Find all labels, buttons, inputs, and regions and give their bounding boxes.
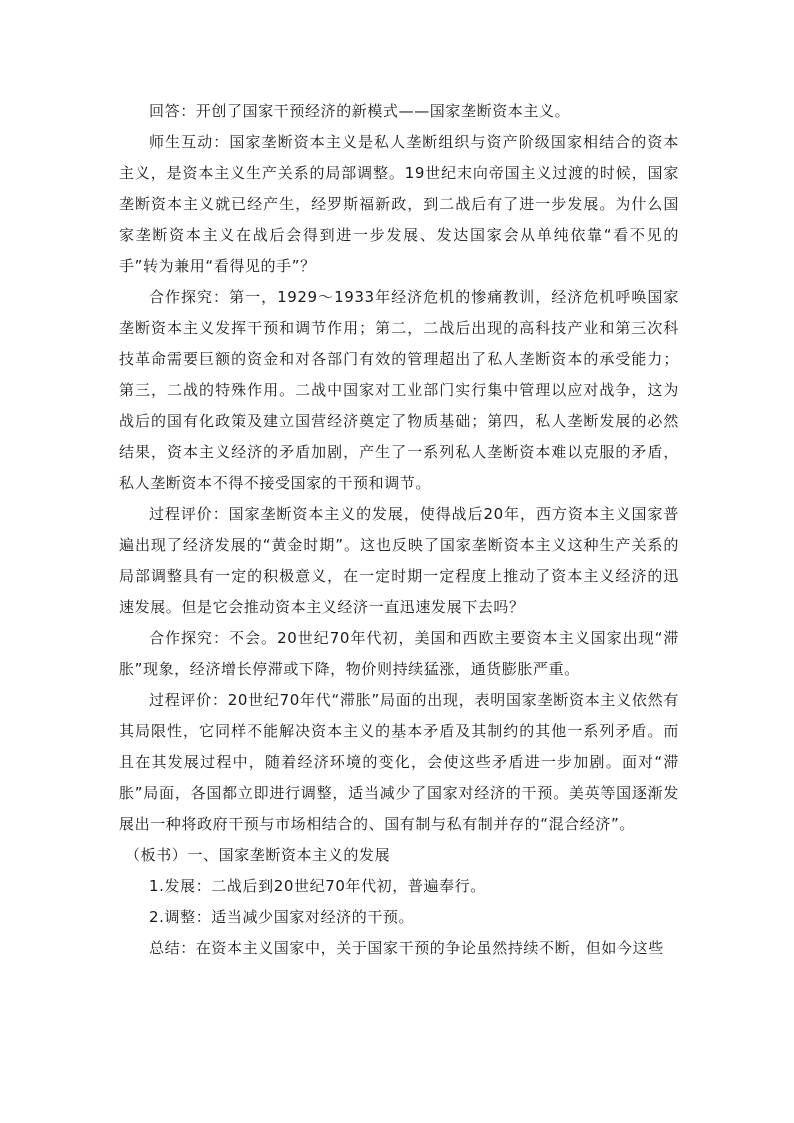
teacher-student-interaction-paragraph: 师生互动：国家垄断资本主义是私人垄断组织与资产阶级国家相结合的资本主义，是资本主义生产关系的局部调整。19世纪末向帝国主义过渡的时候，国家垄断资本主义就已经产生，经罗斯福新政，到二战后有了进一步发展。为什么国家垄断资本主义在战后会得到进一步发展、发达国家会从单纯依靠“看不见的手”转为兼用“看得见的手”？ <box>119 133 679 275</box>
blackboard-heading: （板书）一、国家垄断资本主义的发展 <box>125 846 391 864</box>
document-body <box>119 96 679 964</box>
summary-paragraph: 总结：在资本主义国家中，关于国家干预的争论虽然持续不断，但如今这些 <box>149 939 664 957</box>
cooperative-inquiry-paragraph: 合作探究：不会。20世纪70年代初，美国和西欧主要资本主义国家出现“滞胀”现象，经济增长停滞或下降，物价则持续猛涨，通货膨胀严重。 <box>119 629 679 678</box>
blackboard-item: 2.调整：适当减少国家对经济的干预。 <box>149 908 415 926</box>
blackboard-item: 1.发展：二战后到20世纪70年代初，普遍奉行。 <box>149 877 486 895</box>
cooperative-inquiry-paragraph: 合作探究：第一，1929～1933年经济危机的惨痛教训，经济危机呼唤国家垄断资本主义发挥干预和调节作用；第二，二战后出现的高科技产业和第三次科技革命需要巨额的资金和对各部门有效的管理超出了私人垄断资本的承受能力；第三，二战的特殊作用。二战中国家对工业部门实行集中管理以应对战争，这为战后的国有化政策及建立国营经济奠定了物质基础；第四，私人垄断发展的必然结果，资本主义经济的矛盾加剧，产生了一系列私人垄断资本难以克服的矛盾，私人垄断资本不得不接受国家的干预和调节。 <box>119 288 679 492</box>
process-evaluation-paragraph: 过程评价：国家垄断资本主义的发展，使得战后20年，西方资本主义国家普遍出现了经济发展的“黄金时期”。这也反映了国家垄断资本主义这种生产关系的局部调整具有一定的积极意义，在一定时期一定程度上推动了资本主义经济的迅速发展。但是它会推动资本主义经济一直迅速发展下去吗？ <box>119 505 679 616</box>
process-evaluation-paragraph: 过程评价：20世纪70年代“滞胀”局面的出现，表明国家垄断资本主义依然有其局限性，它同样不能解决资本主义的基本矛盾及其制约的其他一系列矛盾。而且在其发展过程中，随着经济环境的变化，会使这些矛盾进一步加剧。面对“滞胀”局面，各国都立即进行调整，适当减少了国家对经济的干预。美英等国逐渐发展出一种将政府干预与市场相结合的、国有制与私有制并存的“混合经济”。 <box>119 691 679 833</box>
answer-paragraph: 回答：开创了国家干预经济的新模式——国家垄断资本主义。 <box>149 102 571 120</box>
